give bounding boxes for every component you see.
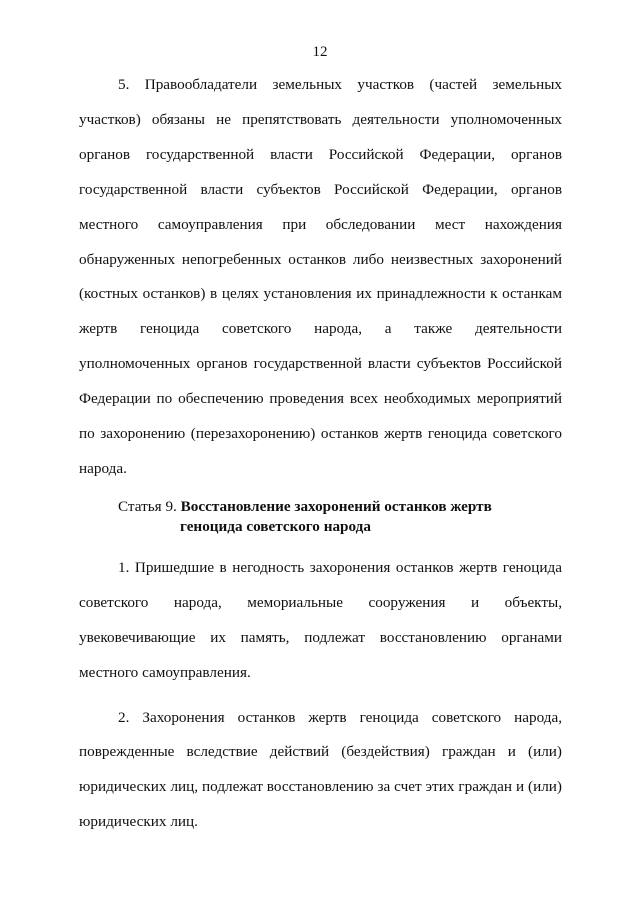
page-number: 12: [312, 44, 328, 60]
article-9-heading: [79, 497, 562, 537]
article-9-paragraph-2: 2. Захоронения останков жертв геноцида советского народа, поврежденные вследствие действий (бездействия) граждан и (или) юридических лиц, подлежат восстановлению за счет этих граждан и (или) юридических лиц.: [79, 708, 562, 831]
article-9-paragraph-1: 1. Пришедшие в негодность захоронения останков жертв геноцида советского народа, мемориальные сооружения и объекты, увековечивающие их память, подлежат восстановлению органами местного самоуправления.: [79, 558, 562, 681]
paragraph-5: 5. Правообладатели земельных участков (частей земельных участков) обязаны не препятствовать деятельности уполномоченных органов государственной власти Российской Федерации, органов государственной власти субъектов Российской Федерации, органов местного самоуправления при обследовании мест нахождения обнаруженных непогребенных останков либо неизвестных захоронений (костных останков) в целях установления их принадлежности к останкам жертв геноцида советского народа, а также деятельности уполномоченных органов государственной власти субъектов Российской Федерации по обеспечению проведения всех необходимых мероприятий по захоронению (перезахоронению) останков жертв геноцида советского народа.: [79, 76, 562, 477]
document-body: [79, 68, 562, 840]
article-9-label: Статья 9.: [118, 497, 177, 515]
article-9-title-line2: геноцида советского народа: [180, 517, 371, 535]
spacer: [79, 691, 562, 701]
spacer: [79, 537, 562, 551]
article-9-title-line1: Восстановление захоронений останков жертв: [180, 497, 492, 515]
